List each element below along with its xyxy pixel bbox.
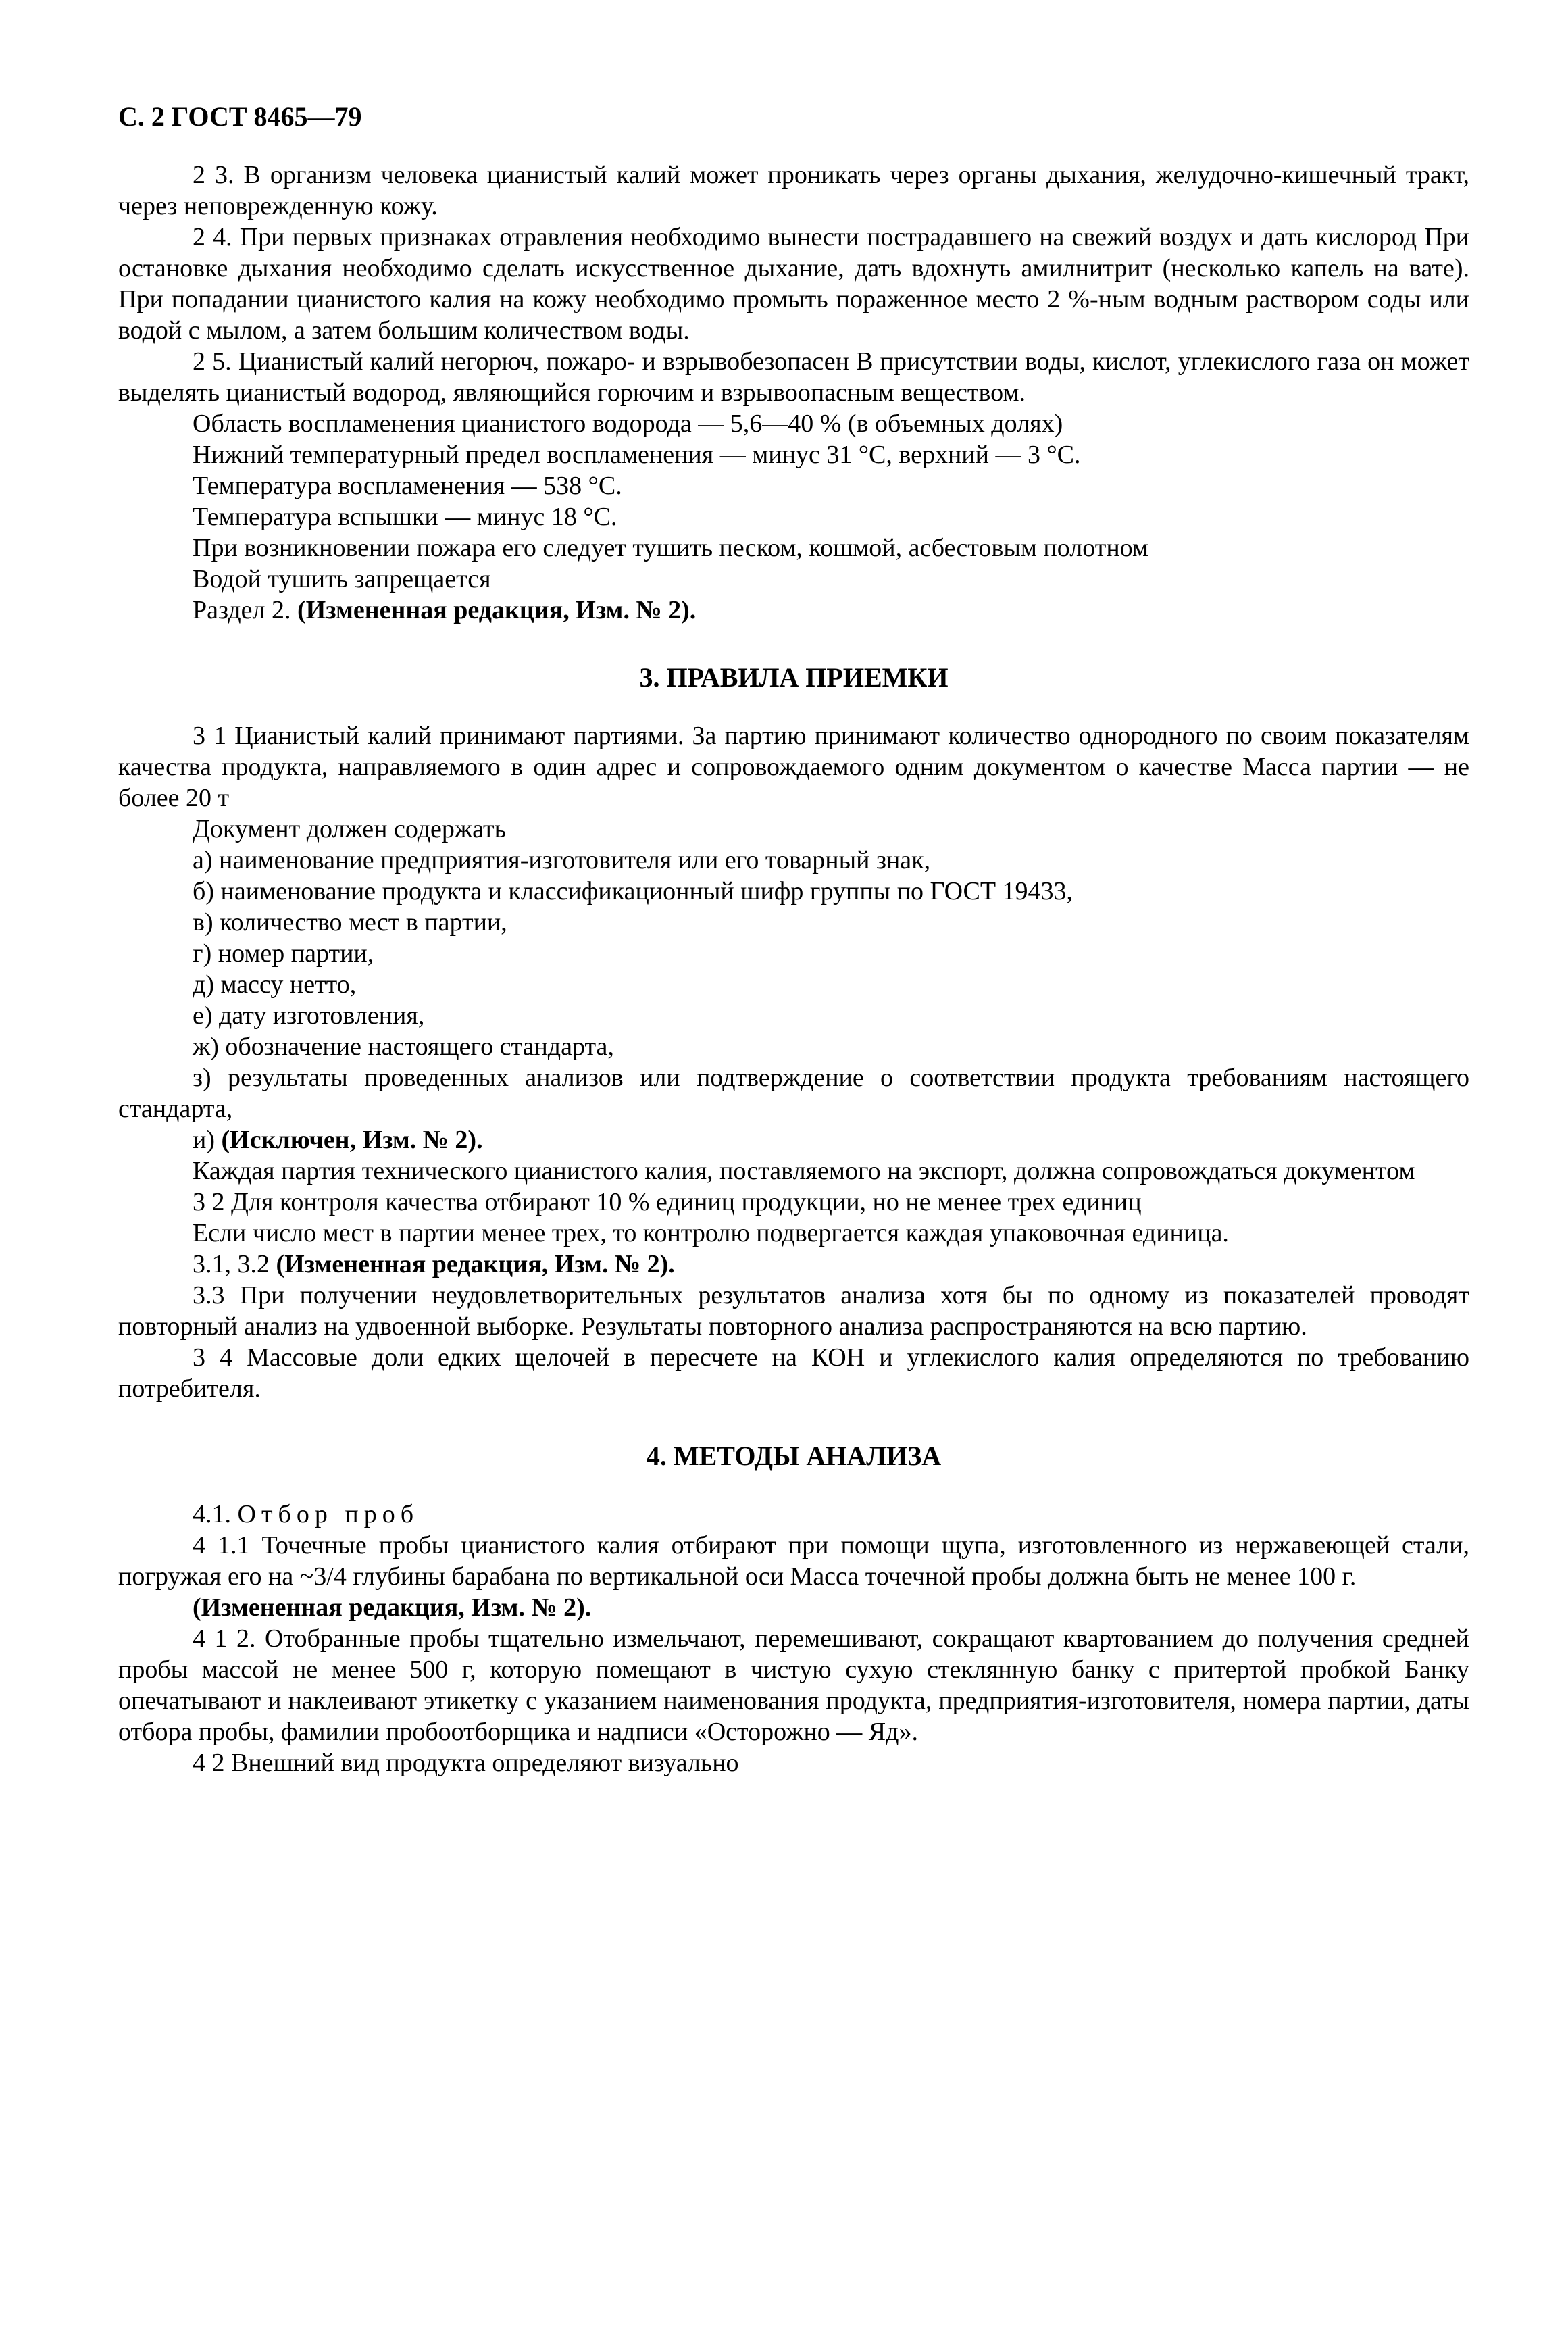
section-4-note: (Измененная редакция, Изм. № 2). [193,1593,592,1622]
paragraph-3-3: 3.3 При получении неудовлетворительных результатов анализа хотя бы по одному из показателей проводят повторный анализ на удвоенной выборке. Результаты повторного анализа распространяются на всю партию. [118,1281,1469,1341]
list-item-zh: ж) обозначение настоящего стандарта, [193,1032,614,1061]
list-item-v: в) количество мест в партии, [193,908,507,937]
line-ignition-temp: Температура воспламенения — 538 °С. [193,472,622,500]
paragraph-2-3: 2 3. В организм человека цианистый калий может проникать через органы дыхания, желудочно-кишечный тракт, через неповрежденную кожу. [118,161,1469,220]
list-item-e: е) дату изготовления, [193,1001,425,1030]
paragraph-3-4: 3 4 Массовые доли едких щелочей в пересчете на КОН и углекислого калия определяются по требованию потребителя. [118,1343,1469,1403]
note-label: 3.1, 3.2 [193,1250,270,1278]
section-4-title: 4. МЕТОДЫ АНАЛИЗА [646,1441,942,1471]
section-3-title: 3. ПРАВИЛА ПРИЕМКИ [639,662,949,693]
list-item-b: б) наименование продукта и классификационный шифр группы по ГОСТ 19433, [193,877,1073,905]
paragraph-2-5: 2 5. Цианистый калий негорюч, пожаро- и взрывобезопасен В присутствии воды, кислот, углекислого газа он может выделять цианистый водород, являющийся горючим и взрывоопасным веществом. [118,347,1469,407]
note-label: Раздел 2. [193,596,291,624]
subsection-4-1 [118,1499,1469,1530]
paragraph-4-1-1: 4 1.1 Точечные пробы цианистого калия отбирают при помощи щупа, изготовленного из нержавеющей стали, погружая его на ~3/4 глубины барабана по вертикальной оси Масса точечной пробы должна быть не менее 100 г. [118,1531,1469,1591]
paragraph-4-2: 4 2 Внешний вид продукта определяют визуально [193,1749,739,1777]
line-flash-temp: Температура вспышки — минус 18 °С. [193,503,617,531]
section-3-note [118,1249,1469,1280]
line-fire-extinguish: При возникновении пожара его следует тушить песком, кошмой, асбестовым полотном [193,534,1148,562]
line-temp-limits: Нижний температурный предел воспламенения — минус 31 °С, верхний — 3 °С. [193,441,1081,469]
paragraph-3-2: 3 2 Для контроля качества отбирают 10 % единиц продукции, но не менее трех единиц [193,1188,1142,1216]
section-2-note [118,595,1469,626]
paragraph-2-4: 2 4. При первых признаках отравления необходимо вынести пострадавшего на свежий воздух и дать кислород При остановке дыхания необходимо сделать искусственное дыхание, дать вдохнуть амилнитрит (несколько капель на вате). При попадании цианистого калия на кожу необходимо промыть пораженное место 2 %-ным водным раствором соды или водой с мылом, а затем большим количеством воды. [118,223,1469,345]
list-item-g: г) номер партии, [193,939,374,968]
note-text: (Измененная редакция, Изм. № 2). [276,1250,675,1278]
list-item-d: д) массу нетто, [193,970,357,999]
paragraph-3-2-cont: Если число мест в партии менее трех, то контролю подвергается каждая упаковочная единица. [193,1219,1229,1247]
paragraph-4-1-2: 4 1 2. Отобранные пробы тщательно измельчают, перемешивают, сокращают квартованием до получения средней пробы массой не менее 500 г, которую помещают в чистую сухую стеклянную банку с притертой пробкой Банку опечатывают и наклеивают этикетку с указанием наименования продукта, предприятия-изготовителя, номера партии, даты отбора пробы, фамилии пробоотборщика и надписи «Осторожно — Яд». [118,1624,1469,1746]
document-page [118,101,1469,1778]
page-header: С. 2 ГОСТ 8465—79 [118,101,362,132]
document-must-contain: Документ должен содержать [193,815,506,843]
paragraph-export: Каждая партия технического цианистого калия, поставляемого на экспорт, должна сопровождаться документом [193,1157,1415,1185]
list-item-i [118,1124,1469,1155]
line-no-water: Водой тушить запрещается [193,565,491,593]
list-item-z: з) результаты проведенных анализов или подтверждение о соответствии продукта требованиям настоящего стандарта, [118,1064,1469,1123]
subsection-4-1-title: Отбор проб [237,1500,420,1528]
line-ignition-range: Область воспламенения цианистого водорода — 5,6—40 % (в объемных долях) [193,409,1063,438]
list-item-i-label: и) [193,1126,215,1154]
note-text: (Измененная редакция, Изм. № 2). [297,596,697,624]
list-item-a: а) наименование предприятия-изготовителя или его товарный знак, [193,846,931,874]
paragraph-3-1: 3 1 Цианистый калий принимают партиями. За партию принимают количество однородного по своим показателям качества продукта, направляемого в один адрес и сопровождаемого одним документом о качестве Масса партии — не более 20 т [118,722,1469,812]
list-item-i-note: (Исключен, Изм. № 2). [221,1126,483,1154]
subsection-4-1-number: 4.1. [193,1500,231,1528]
